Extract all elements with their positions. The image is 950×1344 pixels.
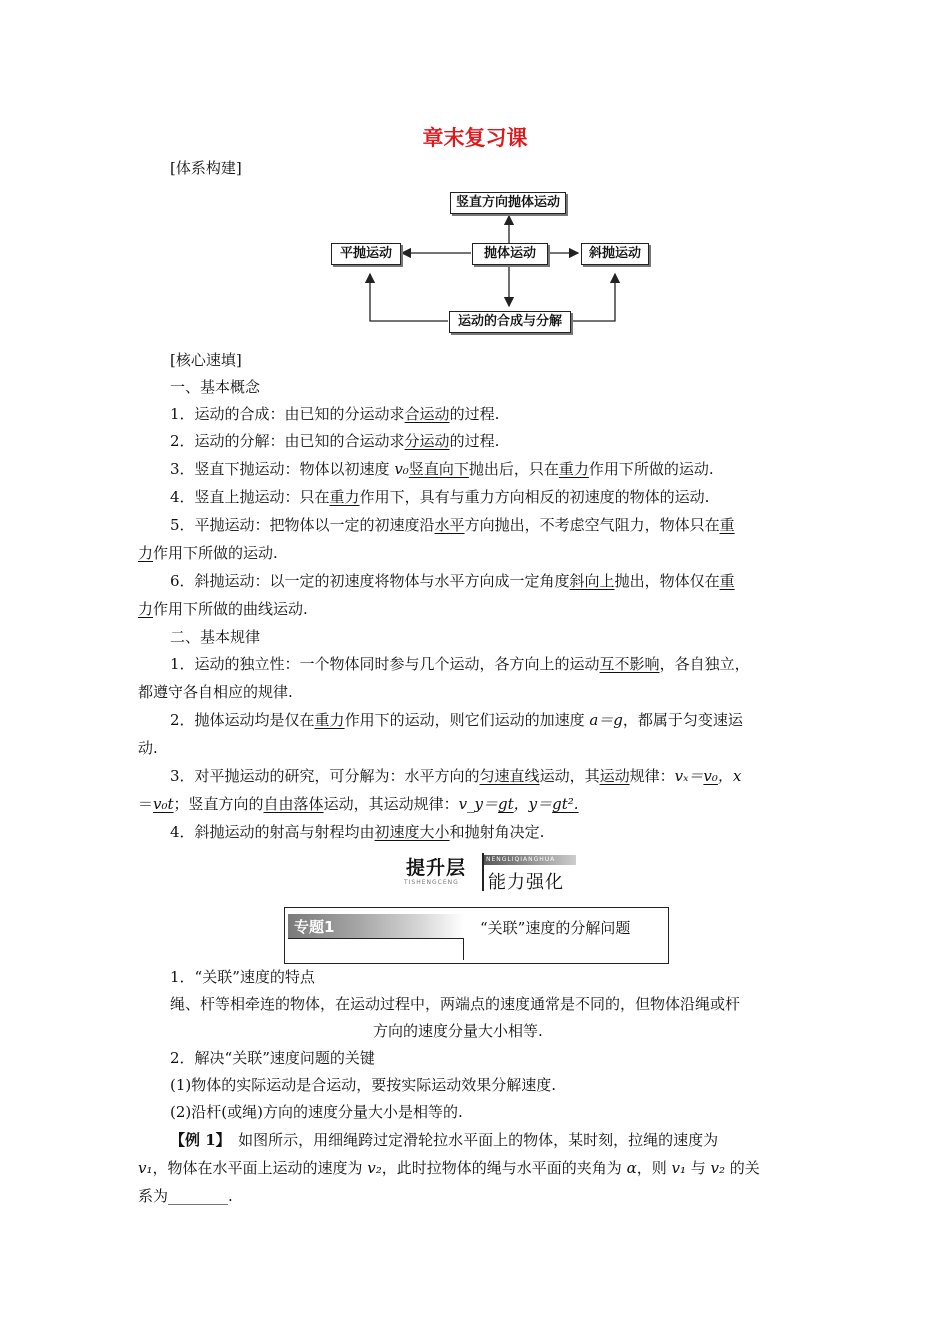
content-key-2: (2)沿杆(或绳)方向的速度分量大小是相等的.: [170, 1103, 463, 1121]
law-item-2: 2．抛体运动均是仅在重力作用下的运动，则它们运动的加速度 a＝g，都属于匀变速运: [170, 711, 743, 729]
content-key-1: (1)物体的实际运动是合运动，要按实际运动效果分解速度.: [170, 1076, 557, 1094]
arrow-bottom-left: [370, 274, 448, 321]
diagram-node-oblique: 斜抛运动: [581, 243, 649, 265]
page-title: 章末复习课: [422, 126, 528, 150]
diagram-node-vertical: 竖直方向抛体运动: [450, 192, 566, 214]
example-tag: 【例 1】: [170, 1131, 224, 1149]
law-item-1-cont: 都遵守各自相应的规律.: [138, 683, 293, 701]
law-item-4: 4．斜抛运动的射高与射程均由初速度大小和抛射角决定.: [170, 823, 545, 841]
topic-tag: 专题1: [288, 914, 464, 938]
diagram-node-projectile: 抛体运动: [472, 243, 548, 265]
concept-item-5: 5．平抛运动：把物体以一定的初速度沿水平方向抛出，不考虑空气阻力，物体只在重: [170, 516, 735, 534]
diagram-node-composition: 运动的合成与分解: [449, 311, 571, 333]
banner-pinyin-top: NENGLIQIANGHUA: [486, 856, 556, 863]
concept-item-3: 3．竖直下抛运动：物体以初速度 v₀竖直向下抛出后，只在重力作用下所做的运动.: [170, 460, 714, 478]
arrow-bottom-right: [570, 274, 615, 321]
concept-item-6-cont: 力作用下所做的曲线运动.: [138, 600, 308, 618]
law-item-2-cont: 动.: [138, 739, 158, 757]
content-heading-2: 2．解决“关联”速度问题的关键: [170, 1049, 375, 1067]
banner-bar: [482, 855, 576, 865]
section-system-label: [体系构建]: [170, 159, 242, 177]
section-banner: [404, 853, 576, 893]
law-item-3: 3．对平抛运动的研究，可分解为：水平方向的匀速直线运动，其运动规律：vₓ＝v₀，x: [170, 767, 742, 785]
example-1-line-2: v₁，物体在水平面上运动的速度为 v₂，此时拉物体的绳与水平面的夹角为 α，则 v₁ 与 v₂ 的关: [138, 1159, 760, 1177]
law-item-1: 1．运动的独立性：一个物体同时参与几个运动，各方向上的运动互不影响，各自独立，: [170, 655, 750, 673]
concept-item-5-cont: 力作用下所做的运动.: [138, 544, 278, 562]
topic-box: [284, 907, 669, 964]
banner-sub: 能力强化: [488, 872, 564, 893]
concept-item-2: 2．运动的分解：由已知的合运动求分运动的过程.: [170, 432, 500, 450]
example-1-line-1: 【例 1】 如图所示，用细绳跨过定滑轮拉水平面上的物体，某时刻，拉绳的速度为: [170, 1131, 719, 1149]
section-core-label: [核心速填]: [170, 351, 242, 369]
content-heading-1: 1．“关联”速度的特点: [170, 968, 315, 986]
topic-title: “关联”速度的分解问题: [480, 919, 631, 937]
law-item-3-cont: ＝v₀t；竖直方向的自由落体运动，其运动规律：v_y＝gt，y＝gt².: [138, 795, 579, 813]
concept-item-6: 6．斜抛运动：以一定的初速度将物体与水平方向成一定角度斜向上抛出，物体仅在重: [170, 572, 735, 590]
example-1-line-3: 系为________.: [138, 1187, 233, 1205]
diagram-node-horizontal: 平抛运动: [331, 243, 401, 265]
content-para-1b: 方向的速度分量大小相等.: [373, 1022, 543, 1040]
heading-basic-concepts: 一、基本概念: [170, 378, 261, 396]
concept-item-4: 4．竖直上抛运动：只在重力作用下，具有与重力方向相反的初速度的物体的运动.: [170, 488, 710, 506]
heading-basic-laws: 二、基本规律: [170, 628, 261, 646]
banner-main: 提升层: [406, 857, 467, 879]
concept-item-1: 1．运动的合成：由已知的分运动求合运动的过程.: [170, 405, 500, 423]
content-para-1a: 绳、杆等相牵连的物体，在运动过程中，两端点的速度通常是不同的，但物体沿绳或杆: [170, 995, 741, 1013]
banner-pinyin-bottom: TISHENGCENG: [404, 879, 459, 886]
